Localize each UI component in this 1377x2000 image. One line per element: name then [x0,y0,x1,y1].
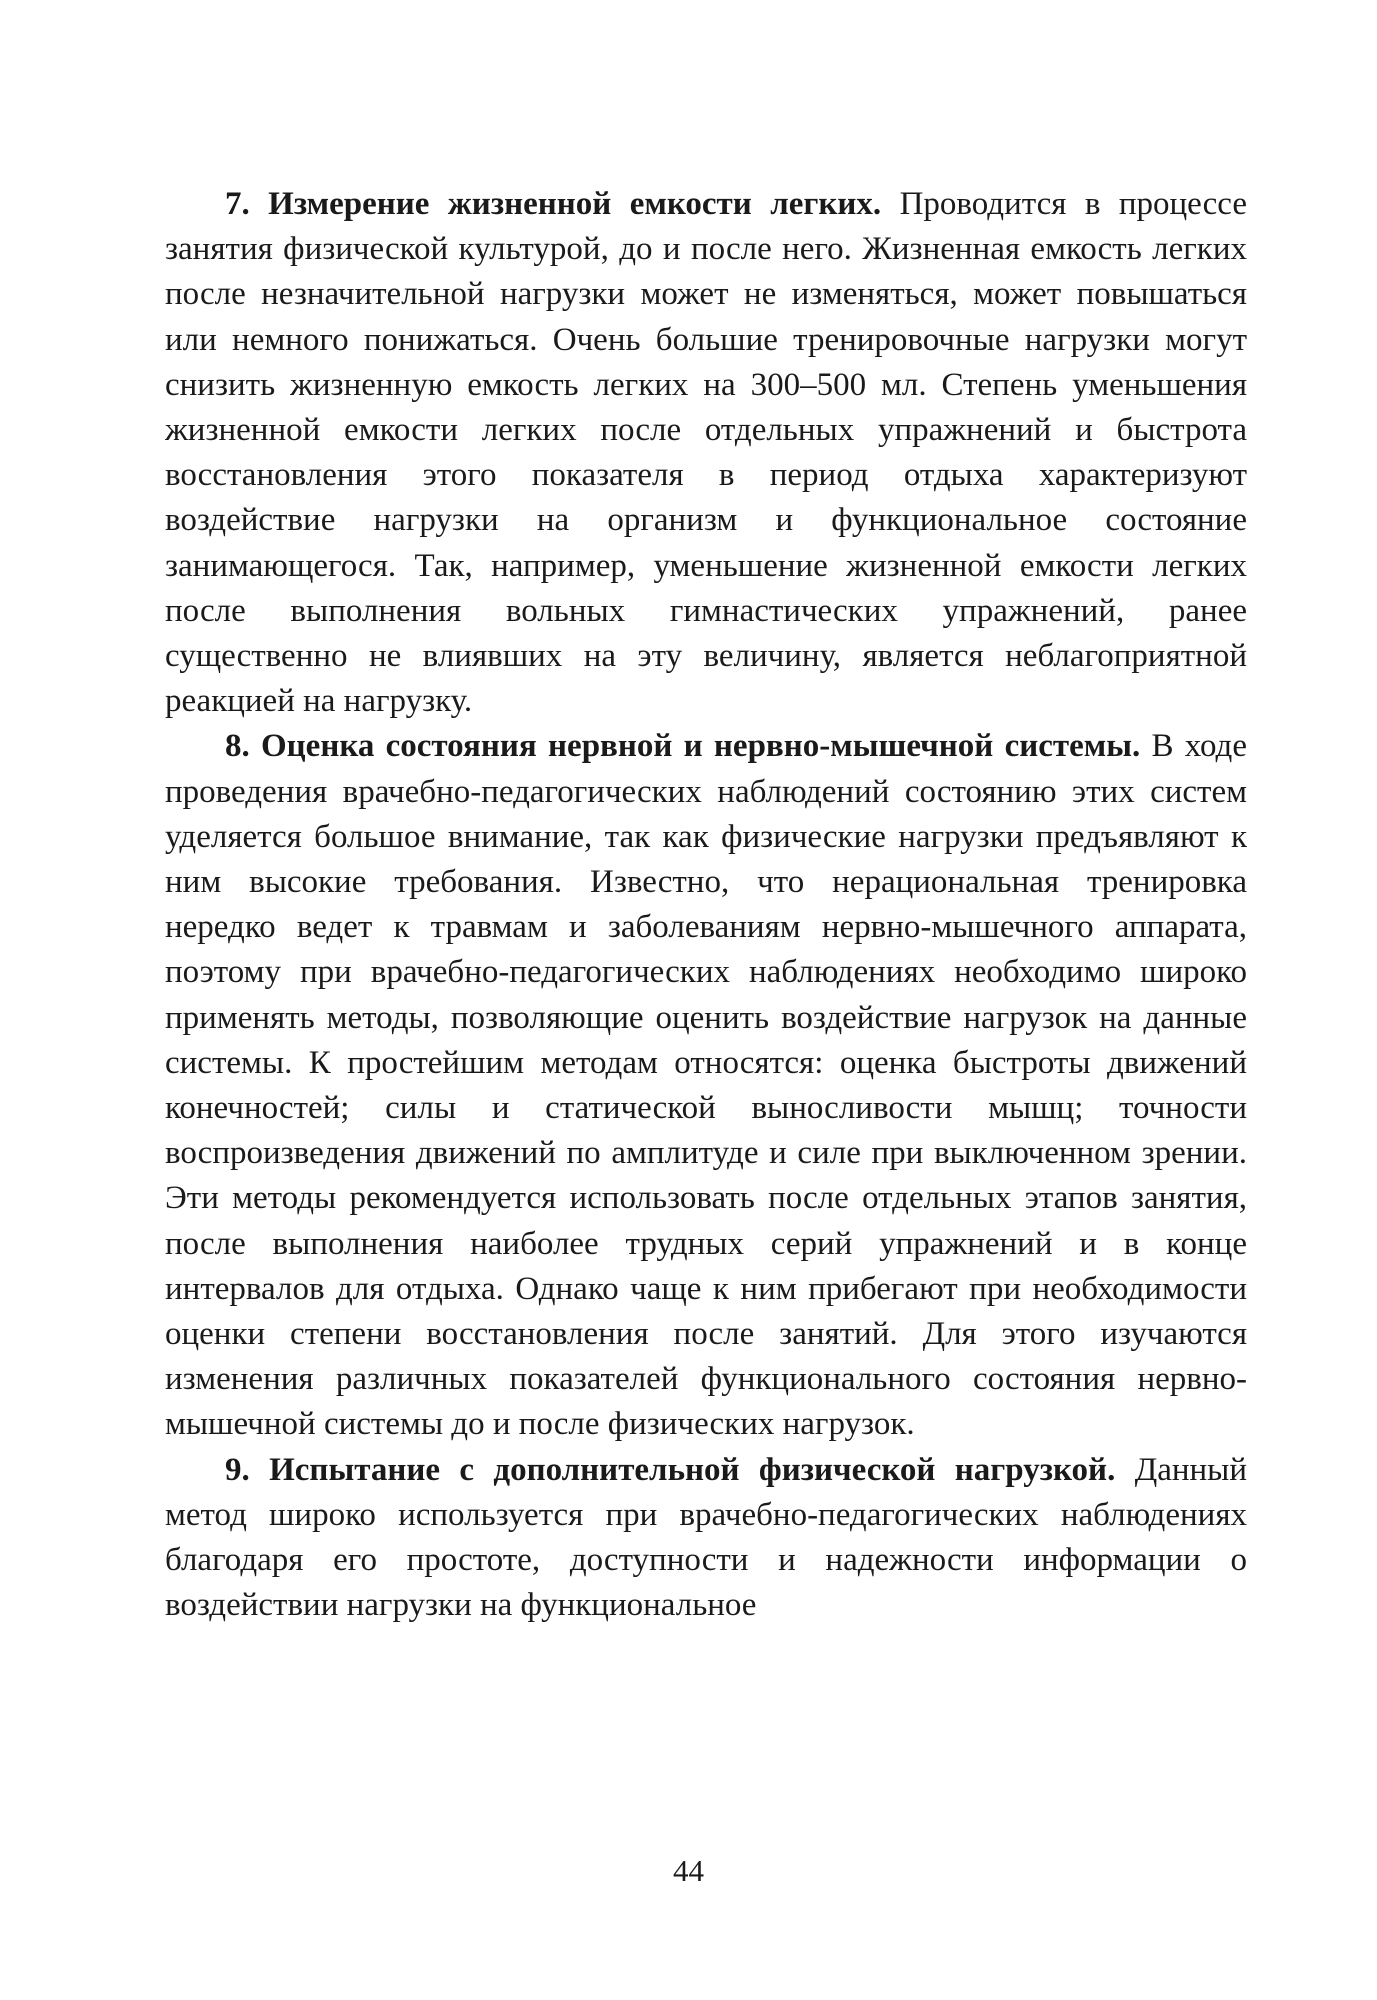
paragraph-lung-capacity [165,182,1247,724]
section-heading-7: 7. Измерение жизненной емкости легких. [225,186,882,222]
page-number: 44 [673,1853,704,1888]
paragraph-text-8: В ходе проведения врачебно-педагогических наблюдений состоянию этих систем уделяется большое внимание, так как физические нагрузки предъявляют к ним высокие требования. Известно, что нерациональная тренировка нередко ведет к травмам и заболеваниям нервно-мышечного аппарата, поэтому при врачебно-педагогических наблюдениях необходимо широко применять методы, позволяющие оценить воздействие нагрузок на данные системы. К простейшим методам относятся: оценка быстроты движений конечностей; силы и статической выносливости мышц; точности воспроизведения движений по амплитуде и силе при выключенном зрении. Эти методы рекомендуется использовать после отдельных этапов занятия, после выполнения наиболее трудных серий упражнений и в конце интервалов для отдыха. Однако чаще к ним прибегают при необходимости оценки степени восстановления после занятий. Для этого изучаются изменения различных показателей функционального состояния нервно-мышечной системы до и после физических нагрузок. [165,728,1247,1443]
paragraph-nervous-system [165,724,1247,1447]
paragraph-text-7: Проводится в процессе занятия физической культурой, до и после него. Жизненная емкость легких после незначительной нагрузки может не изменяться, может повышаться или немного понижаться. Очень большие тренировочные нагрузки могут снизить жизненную емкость легких на 300–500 мл. Степень уменьшения жизненной емкости легких после отдельных упражнений и быстрота восстановления этого показателя в период отдыха характеризуют воздействие нагрузки на организм и функциональное состояние занимающегося. Так, например, уменьшение жизненной емкости легких после выполнения вольных гимнастических упражнений, ранее существенно не влиявших на эту величину, является неблагоприятной реакцией на нагрузку. [165,186,1247,720]
paragraph-text-9: Данный метод широко используется при врачебно-педагогических наблюдениях благодаря его простоте, доступности и надежности информации о воздействии нагрузки на функциональное [165,1451,1247,1624]
page-body [165,182,1247,1802]
paragraph-additional-load-test [165,1448,1247,1629]
section-heading-8: 8. Оценка состояния нервной и нервно-мышечной системы. [225,728,1141,765]
section-heading-9: 9. Испытание с дополнительной физической нагрузкой. [225,1451,1116,1488]
